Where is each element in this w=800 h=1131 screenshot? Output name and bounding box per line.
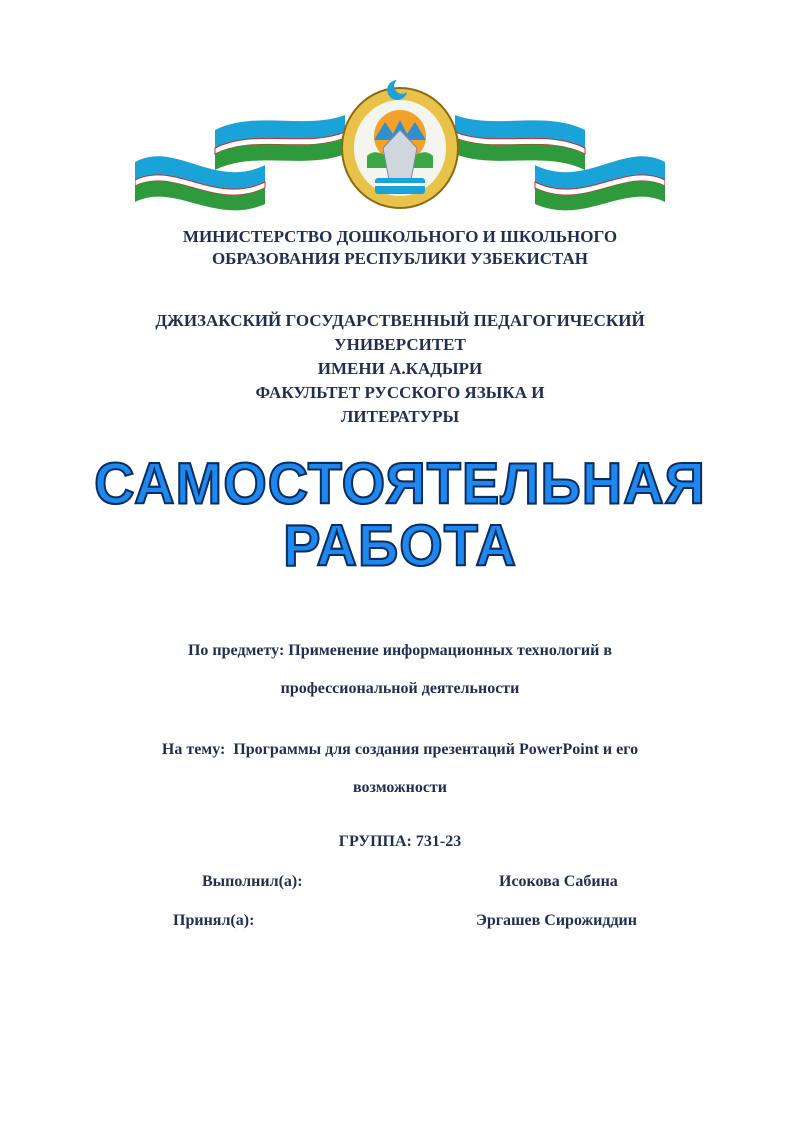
right-flag-ribbon — [455, 115, 665, 210]
subject-line: По предмету: Применение информационных технологий в — [187, 642, 613, 659]
university-line: ИМЕНИ А.КАДЫРИ — [317, 359, 483, 378]
university-line: ДЖИЗАКСКИЙ ГОСУДАРСТВЕННЫЙ ПЕДАГОГИЧЕСКИЙ — [155, 311, 645, 330]
work-title-line-1: САМОСТОЯТЕЛЬНАЯ — [94, 449, 706, 517]
left-flag-ribbon — [135, 115, 345, 210]
topic-block — [0, 731, 800, 807]
topic-line: На тему: Программы для создания презентаций PowerPoint и его — [161, 741, 639, 758]
performed-by-name: Исокова Сабина — [499, 873, 618, 890]
subject-block — [0, 632, 800, 708]
accepted-by-name: Эргашев Сирожиддин — [476, 912, 637, 929]
ministry-line: ОБРАЗОВАНИЯ РЕСПУБЛИКИ УЗБЕКИСТАН — [211, 249, 589, 268]
uzbekistan-emblem-icon — [135, 70, 665, 220]
ministry-heading — [0, 226, 800, 270]
emblem-banner — [0, 70, 800, 220]
topic-line: возможности — [352, 779, 448, 796]
faculty-line: ФАКУЛЬТЕТ РУССКОГО ЯЗЫКА И — [255, 383, 545, 402]
group-label: ГРУППА: 731-23 — [338, 833, 462, 850]
ministry-line: МИНИСТЕРСТВО ДОШКОЛЬНОГО И ШКОЛЬНОГО — [182, 227, 618, 246]
university-heading — [0, 309, 800, 429]
state-emblem — [342, 80, 458, 208]
performed-by-label: Выполнил(а): — [202, 873, 303, 890]
faculty-line: ЛИТЕРАТУРЫ — [340, 407, 460, 426]
subject-line: профессиональной деятельности — [280, 680, 520, 697]
work-title-line-2: РАБОТА — [283, 511, 517, 579]
accepted-by-label: Принял(а): — [173, 912, 255, 929]
university-line: УНИВЕРСИТЕТ — [334, 335, 466, 354]
